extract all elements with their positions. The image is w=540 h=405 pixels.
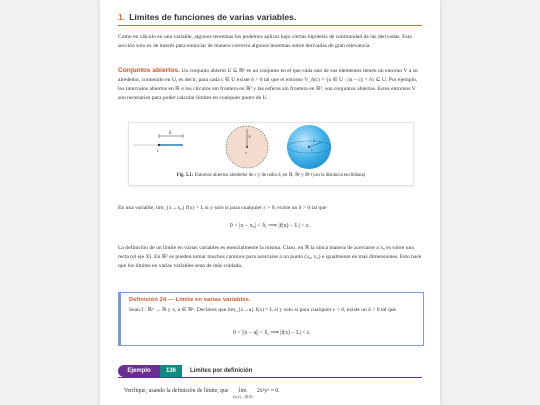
example-limit-operator: lim (x,y)→(0,0) <box>233 388 253 399</box>
sphere-diagram <box>287 125 331 169</box>
definition-box <box>118 292 424 346</box>
disk-c-label: c <box>245 150 248 155</box>
one-variable-text: En una variable, lim_{x→x₀} f(x) = L si y solo si para cualquier ε > 0, existe un δ > 0 tal que <box>118 205 327 211</box>
example-label: Ejemplo <box>118 365 160 377</box>
interval-diagram <box>133 131 183 154</box>
open-sets-text: Un conjunto abierto U ⊆ ℝⁿ es un conjunto en el que cada uno de sus elementos tienen un entorno V a su alrededor, contenido en U, es decir, para cada c ∈ U existe δ > 0 tal que el entorno V_δ(c) = {u ∈ U : ||u − c|| < δ} ⊆ U. Por ejemplo, los intervalos abiertos en ℝ o los círculos sin frontera en ℝ² y las esferas sin frontera en ℝ³, son conjuntos abiertos. Estos entornos V son necesarios para poder calcular límites en cualquier punto de U. <box>118 68 418 101</box>
example-text: Verifique, usando la definición de límite, que <box>124 388 229 394</box>
intro-paragraph: Como en cálculo en una variable, algunos teoremas los podemos aplicar bajo ciertas hipótesis de continuidad de las derivadas. Esta sección solo es de interés para enunciar de manera correcta algunos teoremas sobre derivadas de gran relevancia. <box>118 34 412 49</box>
definition-text: Sean f : ℝⁿ → ℝ y x, a ∈ ℝⁿ. Decimos que lim_{x→a} f(x) = L si y solo si para cualquier ε > 0, existe un δ > 0 tal que <box>129 307 397 313</box>
figure-caption <box>129 173 413 178</box>
interval-delta-label: δ <box>169 131 172 136</box>
disk-diagram <box>226 126 268 168</box>
figure-open-neighborhoods <box>128 122 414 186</box>
definition-formula: 0 < ||x − a|| < δ, ⟹ |f(x) − L| < ε. <box>233 330 311 336</box>
example-statement <box>124 388 280 400</box>
one-variable-formula: 0 < |x − x₀| < δ, ⟹ |f(x) − L| < ε. <box>229 223 311 229</box>
example-underline <box>118 377 422 378</box>
limit-paragraph: La definición de un límite en varias variables es esencialmente la misma. Claro, en ℝ la única manera de acercarse a x₀ es sobre una recta (el eje X). En ℝ² se pueden tomar muchos caminos para acercarse a un punto (x₀, y₀) e igualmente en más dimensiones. Esto hace que los límites en varias variables sean de más cuidado. <box>118 245 422 269</box>
disk-delta-label: δ <box>248 134 251 139</box>
example-limit-expression: 2x²y² = 0. <box>256 388 280 394</box>
figure-caption-text: Entornos abiertos alrededor de c y de radio δ, en ℝ, ℝ² y ℝ³ (con la distancia euclidiana) <box>194 173 366 178</box>
section-underline <box>118 25 422 26</box>
definition-title: Definición 24 — Límite en varias variables. <box>129 297 251 303</box>
example-title: Límites por definición <box>190 368 253 374</box>
figure-drawing <box>129 123 413 171</box>
example-limit-subscript: (x,y)→(0,0) <box>233 394 253 399</box>
example-number: 136 <box>160 365 182 377</box>
document-page <box>100 0 440 405</box>
figure-caption-label: Fig. 5.1: <box>176 173 194 178</box>
section-title-text: Límites de funciones de varias variables. <box>129 12 297 22</box>
section-title <box>118 12 296 22</box>
section-number: 1. <box>118 12 126 22</box>
sphere-delta-label: δ <box>313 138 316 143</box>
sphere-c-label: c <box>311 147 314 152</box>
example-header <box>118 365 422 377</box>
open-sets-term: Conjuntos abiertos. <box>118 67 180 74</box>
interval-c-label: c <box>157 149 160 154</box>
open-sets-paragraph <box>118 66 422 103</box>
